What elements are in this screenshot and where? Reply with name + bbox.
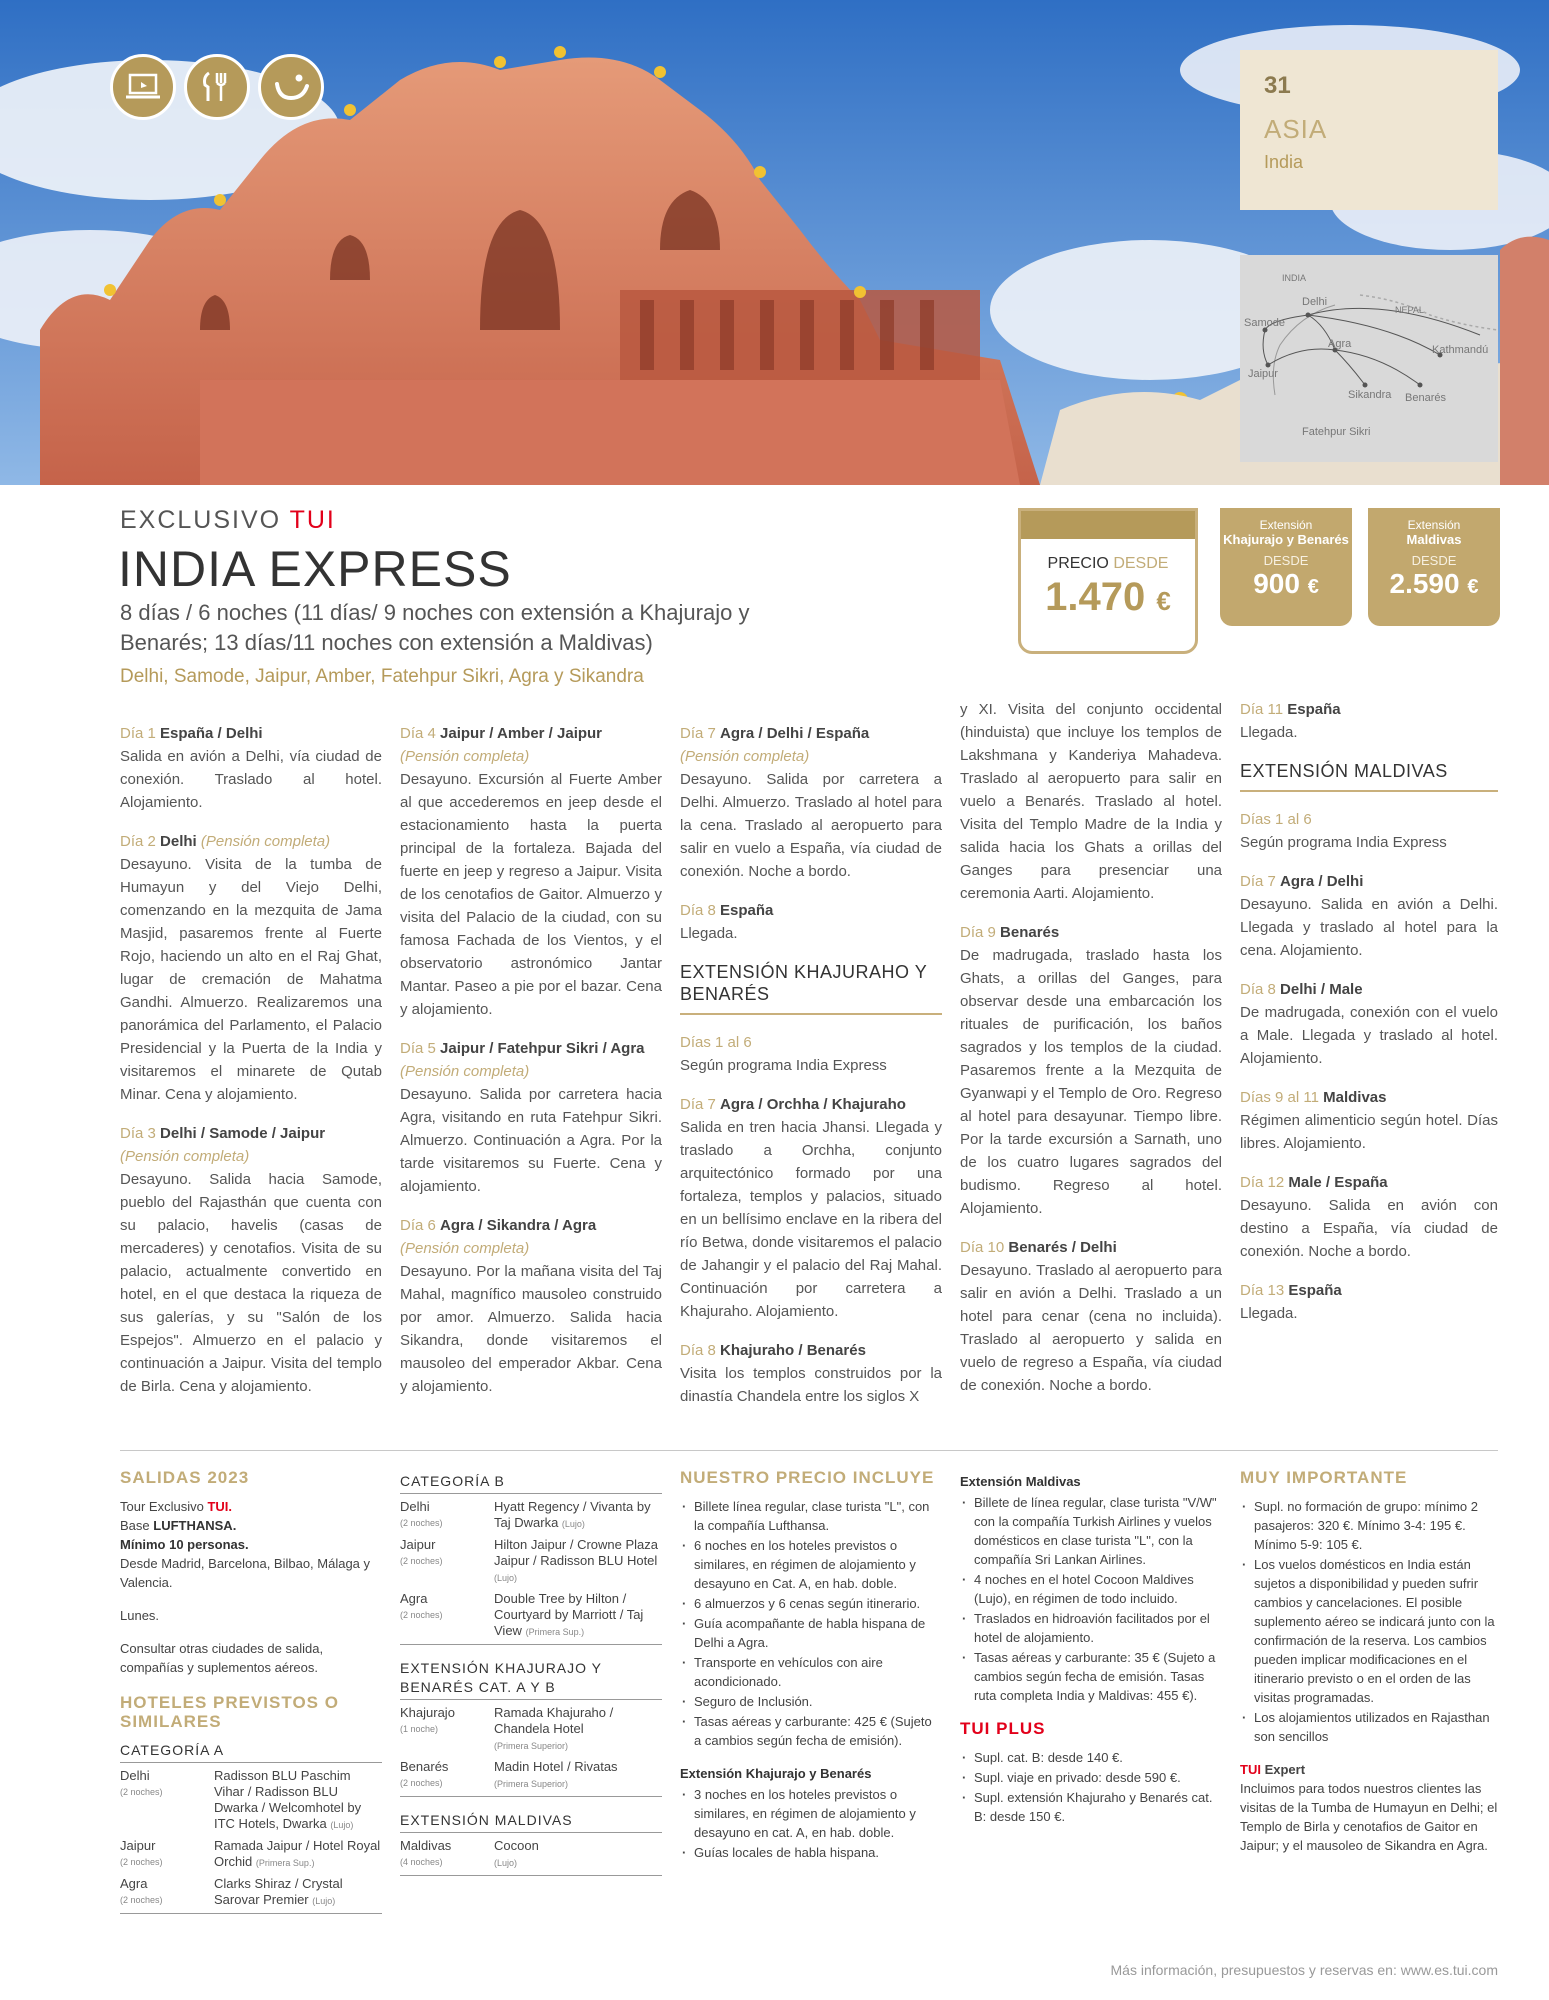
hotel-name: Hyatt Regency / Vivanta by Taj Dwarka xyxy=(494,1499,651,1530)
price-box-main xyxy=(1018,508,1198,654)
route-map xyxy=(1240,255,1498,462)
day-text: Según programa India Express xyxy=(1240,834,1447,851)
map-label-sikandra: Sikandra xyxy=(1348,389,1392,401)
hotel-city xyxy=(400,1758,494,1797)
list-item: · Transporte en vehículos con aire acondicionado. xyxy=(680,1653,942,1691)
page-title: INDIA EXPRESS xyxy=(118,541,512,597)
importante-list xyxy=(1240,1497,1498,1746)
hotel-city xyxy=(400,1837,494,1876)
hotel-city xyxy=(400,1498,494,1536)
day-heading xyxy=(1240,1171,1498,1194)
day-heading xyxy=(960,1236,1222,1259)
map-label-delhi: Delhi xyxy=(1302,296,1328,308)
price-label xyxy=(1021,555,1195,573)
day-number: Día 8 xyxy=(680,902,716,919)
itinerary-day xyxy=(680,1093,942,1323)
day-board: (Pensión completa) xyxy=(200,833,331,850)
day-number: Día 5 xyxy=(400,1040,436,1057)
list-item: · Tasas aéreas y carburante: 425 € (Sujeto a cambios según fecha de emisión). xyxy=(680,1712,942,1750)
day-text: Desayuno. Salida hacia Samode, pueblo del Rajasthán que cuenta con su palacio, havelis (casas de mercaderes) y cenotafios. Visita de su palacio, actualmente convertido en hotel, en el que destaca la riqueza de sus galerías, y su "Salón de los Espejos". Almuerzo en el palacio y continuación a Jaipur. Visita del templo de Birla. Cena y alojamiento. xyxy=(120,1171,382,1395)
salidas-line2 xyxy=(120,1516,382,1535)
hotel-city xyxy=(400,1536,494,1590)
cat-a-label: CATEGORÍA A xyxy=(120,1741,382,1763)
itinerary-day xyxy=(680,1031,942,1077)
itinerary-day xyxy=(120,830,382,1106)
day-text: Desayuno. Excursión al Fuerte Amber al que accederemos en jeep desde el estacionamiento hasta la puerta principal de la fortaleza. Bajada del fuerte en jeep y regreso a Jaipur. Visita de los cenotafios de Gaitor. Almuerzo y visita del Palacio de la ciudad, con su famosa Fachada de los Vientos, y el observatorio astronómico Jantar Mantar. Paseo a pie por el bazar. Cena y alojamiento. xyxy=(400,771,662,1018)
hotel-category: (Lujo) xyxy=(494,1858,518,1868)
kicker-text: EXCLUSIVO xyxy=(120,506,282,534)
price-label-text: PRECIO xyxy=(1047,555,1109,572)
salidas-section xyxy=(120,1468,382,1928)
hotel-category: (Lujo) xyxy=(330,1820,354,1830)
hotel-name: Radisson BLU Paschim Vihar / Radisson BLU Dwarka / Welcomhotel by ITC Hotels, Dwarka xyxy=(214,1768,362,1831)
itinerary-day xyxy=(1240,1279,1498,1325)
incluye-list xyxy=(680,1497,942,1750)
day-route: Jaipur / Fatehpur Sikri / Agra xyxy=(440,1040,645,1057)
city-name: Jaipur xyxy=(400,1537,436,1552)
list-item: · Tasas aéreas y carburante: 35 € (Sujeto a cambios según fecha de emisión. Tasas ruta completa India y Maldivas: 455 €). xyxy=(960,1648,1222,1705)
hotel-category: (Lujo) xyxy=(494,1573,518,1583)
list-item: · Billete línea regular, clase turista "L", con la compañía Lufthansa. xyxy=(680,1497,942,1535)
salidas-origins: Desde Madrid, Barcelona, Bilbao, Málaga y Valencia. xyxy=(120,1556,371,1590)
hotel-names xyxy=(214,1837,382,1875)
ext-m-hotels-label: EXTENSIÓN MALDIVAS xyxy=(400,1811,662,1833)
day-heading xyxy=(680,1031,942,1054)
table-row xyxy=(120,1767,382,1837)
day-route: Benarés / Delhi xyxy=(1008,1239,1117,1256)
day-number: Día 9 xyxy=(960,924,996,941)
hotel-names xyxy=(494,1837,662,1876)
day-heading xyxy=(400,1214,662,1260)
day-route: España xyxy=(1288,1282,1342,1299)
day-number: Día 8 xyxy=(680,1342,716,1359)
day-board: (Pensión completa) xyxy=(400,1063,530,1080)
tui-expert-brand: TUI xyxy=(1240,1762,1261,1777)
day-number: Día 11 xyxy=(1240,701,1284,718)
price-amount: 1.470 xyxy=(1045,575,1146,619)
itinerary-col-2 xyxy=(400,722,662,1414)
day-heading xyxy=(120,1122,382,1168)
hotel-city xyxy=(400,1704,494,1758)
day-text: Desayuno. Visita de la tumba de Humayun y del Viejo Delhi, comenzando en la mezquita de Jama Masjid, pasaremos frente al Fuerte Rojo, haciendo un alto en el Raj Ghat, lugar de cremación de Mahatma Gandhi. Almuerzo. Realizaremos una panorámica del Parlamento, el Palacio Presidencial y la Puerta de la India y visitaremos el minarete de Qutab Minar. Cena y alojamiento. xyxy=(120,856,382,1103)
cat-b-table xyxy=(400,1498,662,1645)
day-heading xyxy=(680,1093,942,1116)
hotel-category: (Primera Sup.) xyxy=(525,1627,585,1637)
day-heading xyxy=(680,1339,942,1362)
salidas-minimum: Mínimo 10 personas. xyxy=(120,1537,249,1552)
hotel-category: (Lujo) xyxy=(561,1519,585,1529)
day-number: Días 1 al 6 xyxy=(1240,811,1312,828)
day-number: Día 7 xyxy=(1240,873,1276,890)
day-text: De madrugada, conexión con el vuelo a Male. Llegada y traslado al hotel. Alojamiento. xyxy=(1240,1004,1498,1067)
price-currency: € xyxy=(1156,586,1171,616)
itinerary-day xyxy=(960,1236,1222,1397)
day-text: Salida en tren hacia Jhansi. Llegada y traslado a Orchha, conjunto arquitectónico formado por una fortaleza, templos y palacios, situado en un bellísimo enclave en la ribera del río Betwa, donde visitaremos el palacio de Jahangir y el palacio del Raj Mahal. Continuación por carretera a Khajuraho. Alojamiento. xyxy=(680,1119,942,1320)
ext2-desde: DESDE xyxy=(1411,553,1457,568)
day-number: Día 13 xyxy=(1240,1282,1285,1299)
map-label-nepal: NEPAL xyxy=(1395,305,1424,315)
day-route: Male / España xyxy=(1288,1174,1388,1191)
city-name: Maldivas xyxy=(400,1838,452,1853)
ext2-price xyxy=(1368,568,1500,600)
incluye-extk-heading: Extensión Khajurajo y Benarés xyxy=(680,1766,872,1781)
day-route: Delhi / Samode / Jaipur xyxy=(160,1125,326,1142)
salidas-days: Lunes. xyxy=(120,1608,160,1623)
ext2-line2: Maldivas xyxy=(1406,532,1462,547)
ext1-line1: Extensión xyxy=(1259,518,1313,532)
list-item: · 6 noches en los hoteles previstos o similares, en régimen de alojamiento y desayuno en Cat. A, en hab. doble. xyxy=(680,1536,942,1593)
list-item: · Seguro de Inclusión. xyxy=(680,1692,942,1711)
hotel-name: Madin Hotel / Rivatas xyxy=(494,1759,618,1774)
hotel-names xyxy=(214,1875,382,1914)
ext1-amount: 900 xyxy=(1253,568,1300,599)
day-heading xyxy=(1240,870,1498,893)
hotel-names xyxy=(214,1767,382,1837)
day-number: Día 6 xyxy=(400,1217,436,1234)
salidas-airline: LUFTHANSA. xyxy=(153,1518,237,1533)
itinerary-day xyxy=(960,921,1222,1220)
salidas-note: Consultar otras ciudades de salida, compañías y suplementos aéreos. xyxy=(120,1641,324,1675)
price-value xyxy=(1021,575,1195,620)
extension-maldivas-heading: EXTENSIÓN MALDIVAS xyxy=(1240,760,1498,792)
price-bar xyxy=(1021,511,1195,539)
salidas-base: Base xyxy=(120,1518,150,1533)
itinerary-day xyxy=(400,1214,662,1398)
day-text: Desayuno. Por la mañana visita del Taj Mahal, magnífico mausoleo construido por amor. Almuerzo. Salida hacia Sikandra, donde visitaremos el mausoleo del emperador Akbar. Cena y alojamiento. xyxy=(400,1263,662,1395)
ext1-price xyxy=(1220,568,1352,600)
list-item: · Supl. extensión Khajuraho y Benarés cat. B: desde 150 €. xyxy=(960,1788,1222,1826)
page-number: 31 xyxy=(1264,72,1291,99)
ext1-currency: € xyxy=(1307,576,1319,598)
list-item: · Guía acompañante de habla hispana de Delhi a Agra. xyxy=(680,1614,942,1652)
day-heading xyxy=(120,830,382,853)
price-label-desde: DESDE xyxy=(1113,555,1169,572)
day-route: Agra / Sikandra / Agra xyxy=(440,1217,597,1234)
day-number: Día 8 xyxy=(1240,981,1276,998)
hotel-category: (Primera Sup.) xyxy=(255,1858,315,1868)
list-item: · 4 noches en el hotel Cocoon Maldives (Lujo), en régimen de todo incluido. xyxy=(960,1570,1222,1608)
incluye-extm-list xyxy=(960,1493,1222,1705)
day-number: Día 1 xyxy=(120,725,156,742)
day-text: Llegada. xyxy=(1240,724,1298,741)
ext-m-table xyxy=(400,1837,662,1876)
day-board: (Pensión completa) xyxy=(400,748,530,765)
cat-b-label: CATEGORÍA B xyxy=(400,1472,662,1494)
day-route: Agra / Delhi xyxy=(1280,873,1364,890)
ext2-line1: Extensión xyxy=(1407,518,1461,532)
map-label-benares: Benarés xyxy=(1405,392,1446,404)
map-label-kathmandu: Kathmandú xyxy=(1432,344,1489,356)
map-label-samode: Samode xyxy=(1244,317,1285,329)
day-number: Día 7 xyxy=(680,1096,716,1113)
map-label-fatehpur: Fatehpur Sikri xyxy=(1302,426,1371,438)
day-heading xyxy=(1240,978,1498,1001)
day-route: Maldivas xyxy=(1323,1089,1387,1106)
hotel-name: Hilton Jaipur / Crowne Plaza Jaipur / Radisson BLU Hotel xyxy=(494,1537,659,1568)
meals-icon xyxy=(184,54,250,120)
list-item: · Los vuelos domésticos en India están sujetos a disponibilidad y pueden sufrir cambios y cancelaciones. El posible suplemento aéreo se indicará junto con la confirmación de la reserva. Los cambios pueden implicar modificaciones en el itinerario previsto o en el orden de las visitas programadas. xyxy=(1240,1555,1498,1707)
city-nights: (4 noches) xyxy=(400,1857,443,1867)
table-row xyxy=(400,1536,662,1590)
hotel-names xyxy=(494,1536,662,1590)
list-item: · 6 almuerzos y 6 cenas según itinerario. xyxy=(680,1594,942,1613)
country-label: India xyxy=(1264,152,1304,172)
day-text: Llegada. xyxy=(1240,1305,1298,1322)
trip-places: Delhi, Samode, Jaipur, Amber, Fatehpur Sikri, Agra y Sikandra xyxy=(120,666,644,687)
day-number: Día 3 xyxy=(120,1125,156,1142)
city-nights: (2 noches) xyxy=(400,1556,443,1566)
hotel-city xyxy=(120,1767,214,1837)
extension-khajuraho-heading: EXTENSIÓN KHAJURAHO Y BENARÉS xyxy=(680,961,942,1015)
city-nights: (2 noches) xyxy=(400,1518,443,1528)
hotel-city xyxy=(120,1837,214,1875)
city-name: Agra xyxy=(120,1876,148,1891)
hoteles-heading: HOTELES PREVISTOS O SIMILARES xyxy=(120,1693,339,1731)
day-text: Régimen alimenticio según hotel. Días libres. Alojamiento. xyxy=(1240,1112,1498,1152)
day-text: Según programa India Express xyxy=(680,1057,887,1074)
importante-heading: MUY IMPORTANTE xyxy=(1240,1468,1408,1487)
hotel-category: (Lujo) xyxy=(312,1896,336,1906)
day-route: España xyxy=(1287,701,1341,718)
region-label: ASIA xyxy=(1264,114,1328,144)
hoteles-col-2 xyxy=(400,1472,662,1890)
itinerary-col-4 xyxy=(960,698,1222,1413)
day-text: Visita los templos construidos por la dinastía Chandela entre los siglos X xyxy=(680,1365,942,1405)
incluye-maldivas-section xyxy=(960,1472,1222,1840)
day-text: Desayuno. Salida en avión con destino a España, vía ciudad de conexión. Noche a bordo. xyxy=(1240,1197,1498,1260)
day-route: Agra / Orchha / Khajuraho xyxy=(720,1096,906,1113)
city-nights: (2 noches) xyxy=(120,1787,163,1797)
tui-smile-icon xyxy=(258,54,324,120)
hotel-category: (Primera Superior) xyxy=(494,1741,569,1751)
day-number: Días 9 al 11 xyxy=(1240,1089,1319,1106)
itinerary-day-continued xyxy=(960,698,1222,905)
incluye-extm-heading: Extensión Maldivas xyxy=(960,1474,1081,1489)
day-route: Benarés xyxy=(1000,924,1060,941)
tuiplus-list xyxy=(960,1748,1222,1826)
day-text: Desayuno. Salida por carretera a Delhi. Almuerzo. Traslado al hotel para la cena. Traslado al aeropuerto para salir en vuelo a España, vía ciudad de conexión. Noche a bordo. xyxy=(680,771,942,880)
city-nights: (2 noches) xyxy=(120,1895,163,1905)
salidas-tour: Tour Exclusivo xyxy=(120,1499,204,1514)
ext2-amount: 2.590 xyxy=(1389,568,1460,599)
day-text: Desayuno. Traslado al aeropuerto para salir en avión a Delhi. Traslado a un hotel para cenar (cena no incluida). Traslado al aeropuerto y salida en vuelo de regreso a España, vía ciudad de conexión. Noche a bordo. xyxy=(960,1262,1222,1394)
salidas-line1 xyxy=(120,1497,382,1516)
footer-contact: Más información, presupuestos y reservas en: www.es.tui.com xyxy=(1110,1962,1498,1978)
itinerary-day xyxy=(1240,978,1498,1070)
day-heading xyxy=(1240,1086,1498,1109)
day-text: Salida en avión a Delhi, vía ciudad de conexión. Traslado al hotel. Alojamiento. xyxy=(120,748,382,811)
city-name: Delhi xyxy=(120,1768,150,1783)
itinerary-day xyxy=(400,722,662,1021)
day-route: Delhi xyxy=(160,833,197,850)
day-heading xyxy=(400,722,662,768)
list-item: · Los alojamientos utilizados en Rajasthan son sencillos xyxy=(1240,1708,1498,1746)
price-box-ext-maldivas xyxy=(1368,508,1500,626)
city-name: Benarés xyxy=(400,1759,449,1774)
kicker-brand: TUI xyxy=(289,506,336,534)
salidas-brand: TUI. xyxy=(207,1499,232,1514)
hotel-city xyxy=(120,1875,214,1914)
list-item: · Supl. cat. B: desde 140 €. xyxy=(960,1748,1222,1767)
importante-section xyxy=(1240,1468,1498,1855)
list-item: · 3 noches en los hoteles previstos o similares, en régimen de alojamiento y desayuno en cat. A, en hab. doble. xyxy=(680,1785,942,1842)
hotel-names xyxy=(494,1590,662,1645)
day-route: Khajuraho / Benarés xyxy=(720,1342,866,1359)
day-number: Día 4 xyxy=(400,725,436,742)
day-route: Agra / Delhi / España xyxy=(720,725,870,742)
hotel-names xyxy=(494,1758,662,1797)
incluye-heading: NUESTRO PRECIO INCLUYE xyxy=(680,1468,935,1487)
map-label-agra: Agra xyxy=(1328,338,1352,350)
hotel-city xyxy=(400,1590,494,1645)
ext1-desde: DESDE xyxy=(1263,553,1309,568)
incluye-extk-list xyxy=(680,1785,942,1862)
day-route: España xyxy=(720,902,774,919)
tui-expert-text: Incluimos para todos nuestros clientes las visitas de la Tumba de Humayun en Delhi; el Templo de Birla y cenotafios de Gaitor en Jaipur; y el mausoleo de Sikandra en Agra. xyxy=(1240,1781,1498,1853)
page-tag xyxy=(1240,50,1498,210)
incluye-section xyxy=(680,1468,942,1876)
map-label-india: INDIA xyxy=(1282,273,1307,283)
list-item: · Guías locales de habla hispana. xyxy=(680,1843,942,1862)
day-heading xyxy=(1240,808,1498,831)
city-nights: (1 noche) xyxy=(400,1724,439,1734)
day-text: Desayuno. Salida en avión a Delhi. Llegada y traslado al hotel para la cena. Alojamiento. xyxy=(1240,896,1498,959)
city-nights: (2 noches) xyxy=(120,1857,163,1867)
itinerary-day xyxy=(680,1339,942,1408)
itinerary-day xyxy=(120,722,382,814)
day-route: Jaipur / Amber / Jaipur xyxy=(440,725,603,742)
day-text: Desayuno. Salida por carretera hacia Agra, visitando en ruta Fatehpur Sikri. Almuerzo. Continuación a Agra. Por la tarde visitaremos su Fuerte. Cena y alojamiento. xyxy=(400,1086,662,1195)
city-name: Delhi xyxy=(400,1499,430,1514)
ext-k-hotels-label: EXTENSIÓN KHAJURAJO Y BENARÉS CAT. A Y B xyxy=(400,1659,662,1700)
day-heading xyxy=(1240,698,1498,721)
hotel-name: Cocoon xyxy=(494,1838,539,1853)
itinerary-day xyxy=(1240,698,1498,744)
day-board: (Pensión completa) xyxy=(120,1148,250,1165)
laptop-icon xyxy=(110,54,176,120)
salidas-heading: SALIDAS 2023 xyxy=(120,1468,250,1487)
hotel-name: Ramada Jaipur / Hotel Royal Orchid xyxy=(214,1838,381,1869)
table-row xyxy=(120,1875,382,1914)
city-nights: (2 noches) xyxy=(400,1778,443,1788)
hotel-name: Clarks Shiraz / Crystal Sarovar Premier xyxy=(214,1876,343,1907)
city-name: Jaipur xyxy=(120,1838,156,1853)
tui-expert-label: Expert xyxy=(1264,1762,1306,1777)
day-number: Día 12 xyxy=(1240,1174,1285,1191)
itinerary-day xyxy=(1240,1171,1498,1263)
day-heading xyxy=(680,899,942,922)
trip-duration: 8 días / 6 noches (11 días/ 9 noches con extensión a Khajurajo y Benarés; 13 días/11 noches con extensión a Maldivas) xyxy=(120,600,750,655)
hotel-name: Double Tree by Hilton / Courtyard by Marriott / Taj View xyxy=(494,1591,644,1638)
itinerary-day xyxy=(400,1037,662,1198)
city-name: Khajurajo xyxy=(400,1705,455,1720)
section-divider xyxy=(120,1450,1498,1451)
hotel-name: Ramada Khajuraho / Chandela Hotel xyxy=(494,1705,614,1736)
ext1-line2: Khajurajo y Benarés xyxy=(1223,532,1349,547)
day-heading xyxy=(680,722,942,768)
table-row xyxy=(400,1590,662,1645)
tuiplus-heading: TUI PLUS xyxy=(960,1719,1046,1738)
day-board: (Pensión completa) xyxy=(680,748,810,765)
city-nights: (2 noches) xyxy=(400,1610,443,1620)
day-text-continued: y XI. Visita del conjunto occidental (hinduista) que incluye los templos de Lakshmana y Kanderiya Mahadeva. Traslado al aeropuerto para salir en vuelo a Benarés. Traslado al hotel. Visita del Templo Madre de la India y salida hacia los Ghats a orillas del Ganges para presenciar una ceremonia Aarti. Alojamiento. xyxy=(960,701,1222,902)
itinerary-col-1 xyxy=(120,722,382,1414)
ext2-currency: € xyxy=(1467,576,1479,598)
ext-k-table xyxy=(400,1704,662,1797)
day-route: España / Delhi xyxy=(160,725,263,742)
itinerary-day xyxy=(680,722,942,883)
day-text: Llegada. xyxy=(680,925,738,942)
list-item: · Traslados en hidroavión facilitados por el hotel de alojamiento. xyxy=(960,1609,1222,1647)
day-route: Delhi / Male xyxy=(1280,981,1363,998)
day-number: Día 10 xyxy=(960,1239,1005,1256)
itinerary-day xyxy=(1240,1086,1498,1155)
day-heading xyxy=(400,1037,662,1083)
price-box-ext-khajuraho xyxy=(1220,508,1352,626)
list-item: · Supl. viaje en privado: desde 590 €. xyxy=(960,1768,1222,1787)
itinerary-col-5 xyxy=(1240,698,1498,1341)
kicker xyxy=(120,506,336,535)
cat-a-table xyxy=(120,1767,382,1914)
table-row xyxy=(120,1837,382,1875)
day-heading xyxy=(1240,1279,1498,1302)
table-row xyxy=(400,1704,662,1758)
table-row xyxy=(400,1498,662,1536)
list-item: · Supl. no formación de grupo: mínimo 2 pasajeros: 320 €. Mínimo 3-4: 195 €. Mínimo 5-9: 105 €. xyxy=(1240,1497,1498,1554)
itinerary-day xyxy=(1240,870,1498,962)
day-number: Días 1 al 6 xyxy=(680,1034,752,1051)
map-label-jaipur: Jaipur xyxy=(1248,368,1278,380)
day-board: (Pensión completa) xyxy=(400,1240,530,1257)
hotel-names xyxy=(494,1704,662,1758)
itinerary-day xyxy=(1240,808,1498,854)
day-number: Día 7 xyxy=(680,725,716,742)
itinerary-day xyxy=(120,1122,382,1398)
hotel-category: (Primera Superior) xyxy=(494,1779,569,1789)
hotel-names xyxy=(494,1498,662,1536)
day-number: Día 2 xyxy=(120,833,156,850)
day-heading xyxy=(120,722,382,745)
itinerary-day xyxy=(680,899,942,945)
table-row xyxy=(400,1837,662,1876)
list-item: · Billete de línea regular, clase turista "V/W" con la compañía Turkish Airlines y vuelos domésticos en clase turista "L", con la compañía Sri Lankan Airlines. xyxy=(960,1493,1222,1569)
city-name: Agra xyxy=(400,1591,428,1606)
table-row xyxy=(400,1758,662,1797)
day-heading xyxy=(960,921,1222,944)
itinerary-col-3 xyxy=(680,722,942,1424)
tui-expert-heading xyxy=(1240,1760,1498,1779)
day-text: De madrugada, traslado hasta los Ghats, a orillas del Ganges, para observar desde una embarcación los rituales de purificación, los baños sagrados y los templos de la ciudad. Pasaremos frente a la Mezquita de Gyanwapi y el Templo de Oro. Regreso al hotel para desayunar. Tiempo libre. Por la tarde excursión a Sarnath, uno de los cuatro lugares sagrados del budismo. Regreso al hotel. Alojamiento. xyxy=(960,947,1222,1217)
